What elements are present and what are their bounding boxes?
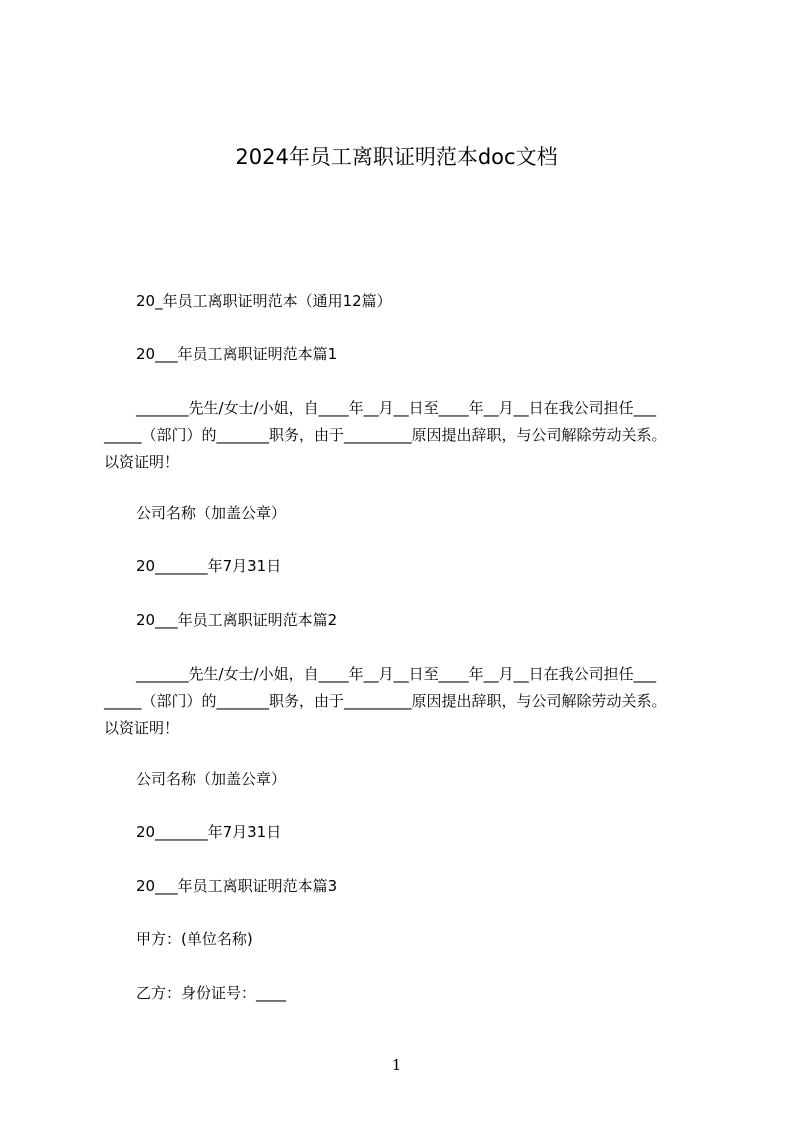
section1-paragraph-line: _______先生/女士/小姐，自____年__月__日至____年__月__日在我公司担任___ xyxy=(136,399,657,417)
party-a-line: 甲方：(单位名称) xyxy=(136,930,253,948)
main-heading: 20_年员工离职证明范本（通用12篇） xyxy=(136,292,392,310)
document-title: 2024年员工离职证明范本doc文档 xyxy=(235,145,558,169)
section2-paragraph-line: _______先生/女士/小姐，自____年__月__日至____年__月__日在我公司担任___ xyxy=(136,665,657,683)
section1-paragraph-line: 以资证明！ xyxy=(104,453,180,471)
section1-paragraph xyxy=(104,398,704,479)
party-b-line: 乙方：身份证号：____ xyxy=(136,984,287,1002)
section1-company-name: 公司名称（加盖公章） xyxy=(136,504,287,522)
section2-paragraph-line: _____（部门）的_______职务，由于_________原因提出辞职，与公司解除劳动关系。 xyxy=(104,692,667,710)
section2-paragraph-line: 以资证明！ xyxy=(104,719,180,737)
section2-date: 20_______年7月31日 xyxy=(136,823,282,841)
section1-heading: 20___年员工离职证明范本篇1 xyxy=(136,345,338,363)
section3-heading: 20___年员工离职证明范本篇3 xyxy=(136,877,338,895)
section2-paragraph xyxy=(104,664,704,745)
section1-paragraph-line: _____（部门）的_______职务，由于_________原因提出辞职，与公司解除劳动关系。 xyxy=(104,426,667,444)
section2-company-name: 公司名称（加盖公章） xyxy=(136,770,287,788)
section1-date: 20_______年7月31日 xyxy=(136,557,282,575)
section2-heading: 20___年员工离职证明范本篇2 xyxy=(136,611,338,629)
page-number: 1 xyxy=(391,1056,402,1074)
